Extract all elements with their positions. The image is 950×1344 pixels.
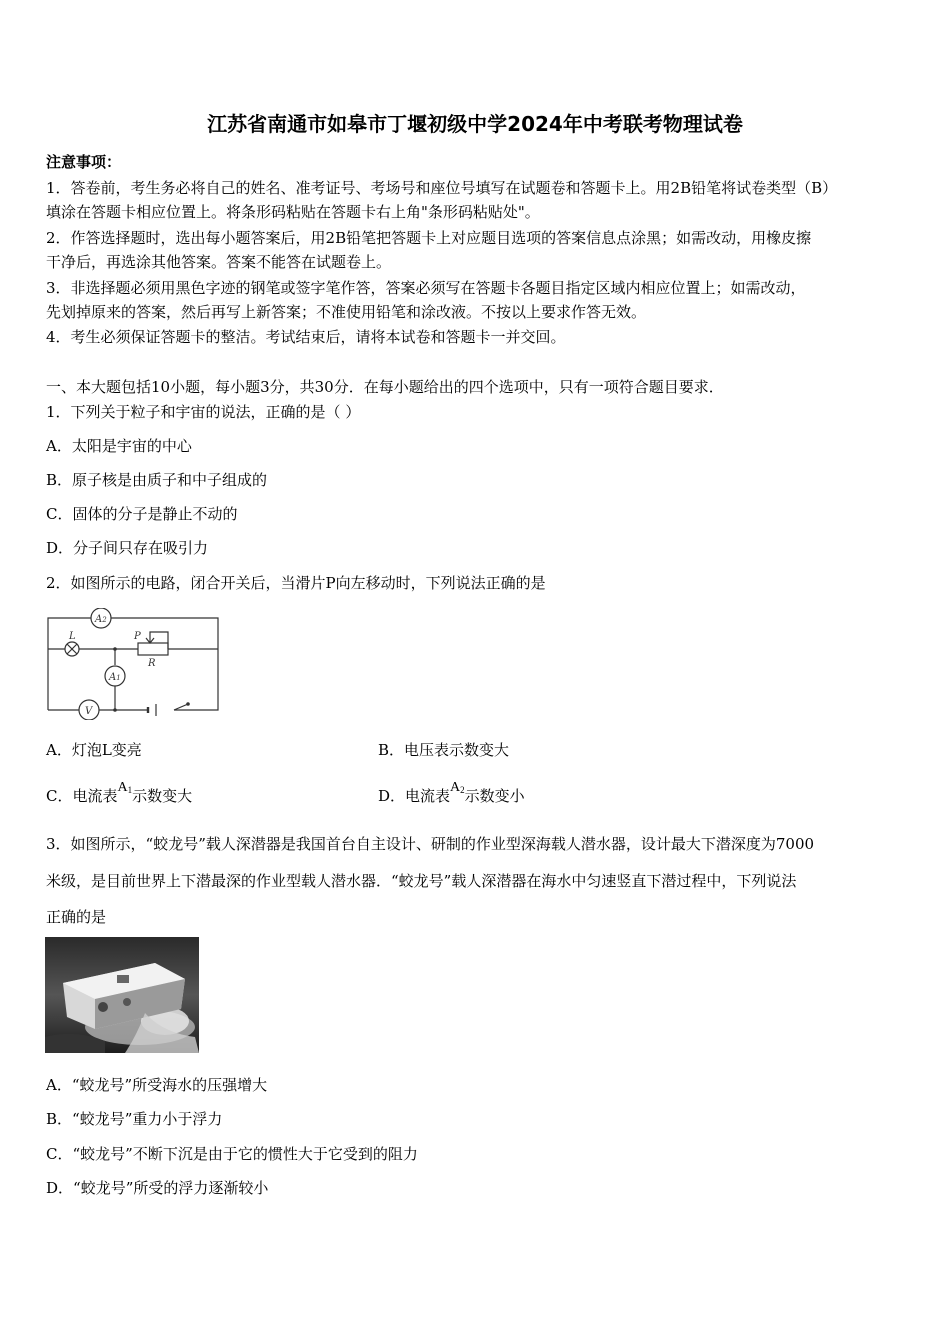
question-3-stem-line: 正确的是 [46,908,107,926]
q1-option-d: D．分子间只存在吸引力 [46,539,209,557]
notice-line: 4．考生必须保证答题卡的整洁。考试结束后，请将本试卷和答题卡一并交回。 [46,328,566,346]
p-label: P [134,631,141,642]
question-2-stem: 2．如图所示的电路，闭合开关后，当滑片P向左移动时，下列说法正确的是 [46,574,546,592]
rheostat [138,643,168,655]
question-1-stem: 1．下列关于粒子和宇宙的说法，正确的是（ ） [46,403,361,421]
v-label: V [85,706,93,717]
notice-line: 1．答卷前，考生务必将自己的姓名、准考证号、考场号和座位号填写在试题卷和答题卡上。用2B铅笔将试卷类型（B） [46,179,838,197]
submersible-photo [45,937,199,1053]
section-heading: 一、本大题包括10小题，每小题3分，共30分．在每小题给出的四个选项中，只有一项符合题目要求． [46,378,724,396]
q3-option-a: A．“蛟龙号”所受海水的压强增大 [46,1076,268,1094]
r-label: R [148,658,156,669]
q1-option-c: C．固体的分子是静止不动的 [46,505,238,523]
q3-option-c: C．“蛟龙号”不断下沉是由于它的惯性大于它受到的阻力 [46,1145,418,1163]
q1-option-a: A．太阳是宇宙的中心 [46,437,192,455]
q2-option-b: B．电压表示数变大 [378,741,510,759]
question-3-stem-line: 3．如图所示，“蛟龙号”载人深潜器是我国首台自主设计、研制的作业型深海载人潜水器，设计最大下潜深度为7000 [46,835,815,853]
notice-line: 干净后，再选涂其他答案。答案不能答在试题卷上。 [46,253,392,271]
notice-line: 先划掉原来的答案，然后再写上新答案；不准使用铅笔和涂改液。不按以上要求作答无效。 [46,303,647,321]
q2-option-d: D．电流表A2示数变小 [378,780,525,805]
a1-label: A1 [109,672,121,683]
q1-option-b: B．原子核是由质子和中子组成的 [46,471,268,489]
page-title: 江苏省南通市如皋市丁堰初级中学2024年中考联考物理试卷 [207,112,743,136]
notice-line: 填涂在答题卡相应位置上。将条形码粘贴在答题卡右上角"条形码粘贴处"。 [46,203,540,221]
notice-heading: 注意事项： [46,153,122,171]
question-3-stem-line: 米级，是目前世界上下潜最深的作业型载人潜水器．“蛟龙号”载人深潜器在海水中匀速竖直下潜过程中，下列说法 [46,872,797,890]
notice-line: 3．非选择题必须用黑色字迹的钢笔或签字笔作答，答案必须写在答题卡各题目指定区域内相应位置上；如需改动， [46,279,806,297]
ammeter-symbol: A2 [450,780,465,795]
q3-option-d: D．“蛟龙号”所受的浮力逐渐较小 [46,1179,269,1197]
l-label: L [69,631,76,642]
q2-option-a: A．灯泡L变亮 [46,741,142,759]
a2-label: A2 [95,614,107,625]
q3-option-b: B．“蛟龙号”重力小于浮力 [46,1110,223,1128]
ammeter-symbol: A1 [117,780,133,795]
q2-option-c: C．电流表A1示数变大 [46,780,193,805]
circuit-diagram [44,608,224,720]
notice-line: 2．作答选择题时，选出每小题答案后，用2B铅笔把答题卡上对应题目选项的答案信息点涂黑；如需改动，用橡皮擦 [46,229,812,247]
